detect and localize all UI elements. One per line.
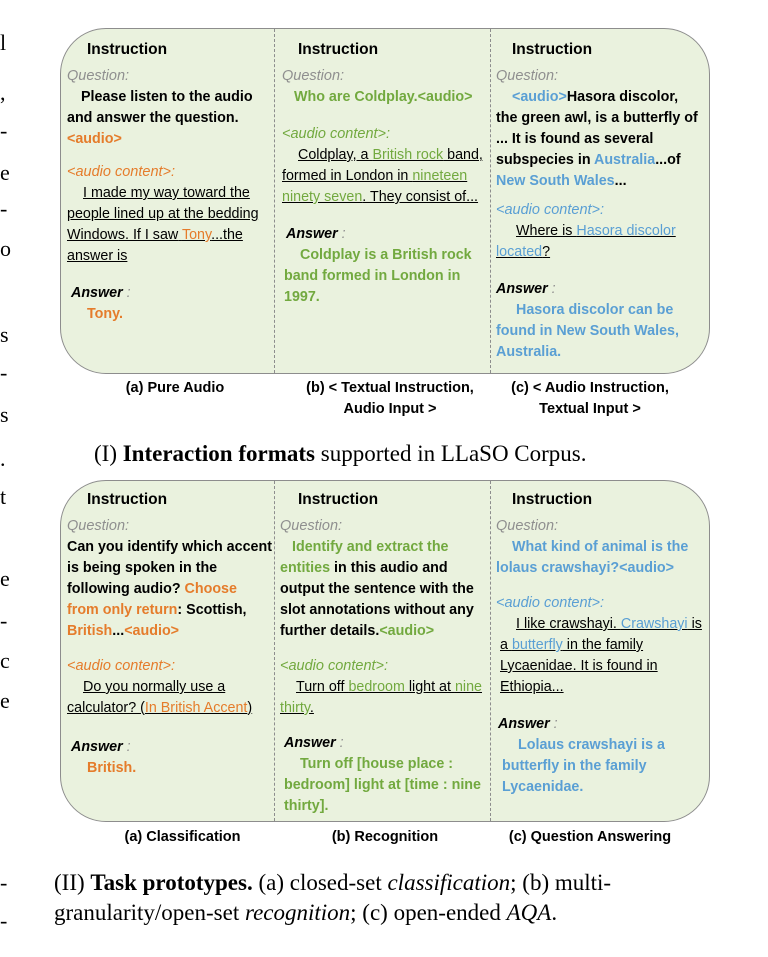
subcaption-a: (a) Classification: [124, 829, 241, 845]
audio-content-highlight: nine thirty: [280, 679, 482, 716]
caption-prefix: (II): [54, 870, 91, 895]
pure-audio-example: [67, 39, 271, 325]
question-highlight: Australia: [594, 152, 656, 168]
margin-fragment: -: [0, 870, 8, 895]
subcaption-a: (a) Pure Audio: [125, 380, 225, 396]
answer-colon: :: [341, 226, 346, 242]
caption-text: .: [551, 900, 558, 925]
question-highlight: Choose from only return: [67, 581, 237, 618]
audio-content-text: I like crawshayi.: [516, 616, 621, 632]
answer-text: Hasora discolor can be found in New South Wales, Australia.: [496, 302, 679, 360]
answer-label: Answer: [71, 739, 123, 755]
margin-fragment: c: [0, 648, 10, 673]
audio-content-text: .: [309, 700, 314, 716]
audio-content-highlight: bedroom: [348, 679, 405, 695]
subcaption-c: (c) Question Answering: [508, 829, 672, 845]
textual-instruction-audio-input-example: [282, 39, 484, 308]
audio-content-highlight: nineteen ninety seven: [282, 168, 468, 205]
audio-content-highlight: Hasora discolor located: [496, 223, 676, 260]
audio-tag: <audio>: [67, 131, 122, 147]
audio-content-highlight: butterfly: [511, 637, 563, 653]
answer-label: Answer: [286, 226, 338, 242]
question-label: Question:: [67, 68, 130, 84]
margin-fragment: t: [0, 484, 7, 509]
instruction-heading: Instruction: [512, 41, 593, 58]
answer-colon: :: [553, 716, 558, 732]
audio-content-text: I made my way toward the people lined up at the bedding Windows. If I saw: [67, 185, 259, 243]
answer-colon: :: [339, 735, 344, 751]
interaction-formats-panel: [60, 28, 710, 374]
instruction-heading: Instruction: [298, 41, 379, 58]
audio-content-label: <audio content>:: [67, 658, 176, 674]
audio-tag: <audio>: [619, 560, 674, 576]
audio-tag: <audio>: [124, 623, 180, 639]
question-text: Can you identify which accent is being spoken in the following audio?: [67, 539, 272, 597]
caption-text: (a) closed-set: [252, 870, 388, 895]
margin-fragment: l: [0, 30, 7, 55]
answer-text: Tony.: [87, 306, 124, 322]
audio-content-highlight: British rock: [372, 147, 444, 163]
question-highlight: British: [67, 623, 113, 639]
margin-fragment: ,: [0, 80, 6, 105]
audio-content-text: in the family Lycaenidae. It is found in Ethiopia...: [500, 637, 658, 695]
question-text: What kind of animal is the lolaus crawshayi?: [496, 539, 689, 576]
audio-content-label: <audio content>:: [282, 126, 391, 142]
margin-fragment: e: [0, 566, 10, 591]
answer-text: Turn off [house place : bedroom] light at [time : nine thirty].: [284, 756, 481, 814]
audio-content-label: <audio content>:: [496, 595, 605, 611]
answer-label: Answer: [498, 716, 550, 732]
audio-content-text: Turn off: [296, 679, 349, 695]
answer-text: Lolaus crawshayi is a butterfly in the family Lycaenidae.: [502, 737, 666, 795]
column-divider: [274, 29, 275, 373]
audio-content-text: band, formed in London in: [282, 147, 483, 184]
answer-colon: :: [126, 739, 131, 755]
answer-colon: :: [126, 285, 131, 301]
audio-content-text: Coldplay, a: [298, 147, 373, 163]
audio-content-highlight: Tony: [181, 227, 212, 243]
question-answering-example: [496, 489, 702, 798]
answer-label: Answer: [496, 281, 548, 297]
column-divider: [274, 481, 275, 821]
margin-fragment: -: [0, 196, 8, 221]
question-label: Question:: [496, 518, 559, 534]
audio-content-text: ...the answer is: [67, 227, 243, 264]
caption-bold: Interaction formats: [122, 441, 315, 466]
answer-colon: :: [551, 281, 556, 297]
question-text: : Scottish,: [177, 602, 247, 618]
question-text: Please listen to the audio and answer the question.: [67, 89, 253, 126]
caption-italic: recognition: [244, 900, 351, 925]
question-text: Who are Coldplay.: [294, 89, 418, 105]
answer-label: Answer: [71, 285, 123, 301]
question-label: Question:: [496, 68, 559, 84]
question-text: ...of: [655, 152, 681, 168]
subcaption-b: (b) Recognition: [331, 829, 439, 845]
margin-fragment: e: [0, 688, 10, 713]
audio-tag: <audio>: [512, 89, 567, 105]
audio-content-highlight: Crawshayi: [620, 616, 688, 632]
caption-prefix: (I): [94, 441, 123, 466]
question-highlight: Identify and extract the entities: [280, 539, 449, 576]
task-prototypes-panel: [60, 480, 710, 822]
question-text: Hasora discolor, the green awl, is a butterfly of ... It is found as several subspecies in: [496, 89, 698, 168]
caption-text: ; (b) multi-granularity/open-set: [54, 870, 612, 925]
classification-example: [67, 489, 272, 779]
instruction-heading: Instruction: [87, 491, 168, 508]
answer-text: Coldplay is a British rock band formed in London in 1997.: [284, 247, 472, 305]
caption-text: ; (c) open-ended: [350, 900, 507, 925]
question-label: Question:: [280, 518, 343, 534]
question-text: ...: [614, 173, 627, 189]
audio-tag: <audio>: [417, 89, 473, 105]
audio-content-label: <audio content>:: [280, 658, 389, 674]
caption-bold: Task prototypes.: [90, 870, 253, 895]
caption-text: supported in LLaSO Corpus.: [315, 441, 587, 466]
margin-fragment: o: [0, 236, 11, 261]
figure-caption-1: [94, 439, 734, 469]
answer-label: Answer: [284, 735, 336, 751]
margin-fragment: -: [0, 908, 8, 933]
margin-fragment: -: [0, 118, 8, 143]
question-label: Question:: [67, 518, 130, 534]
instruction-heading: Instruction: [298, 491, 379, 508]
recognition-example: [280, 489, 486, 817]
audio-instruction-textual-input-example: [496, 39, 702, 363]
audio-content-text: is a: [500, 616, 702, 653]
question-label: Question:: [282, 68, 345, 84]
audio-content-text: . They consist of...: [362, 189, 479, 205]
audio-tag: <audio>: [379, 623, 435, 639]
audio-content-text: ): [247, 700, 253, 716]
instruction-heading: Instruction: [87, 41, 168, 58]
subcaption-c: (c) < Audio Instruction, Textual Input >: [511, 380, 669, 417]
margin-fragment: -: [0, 608, 8, 633]
subcaption-b: (b) < Textual Instruction, Audio Input >: [306, 380, 474, 417]
margin-fragment: s: [0, 402, 9, 427]
margin-fragment: e: [0, 160, 10, 185]
margin-fragment: -: [0, 360, 8, 385]
audio-content-text: Do you normally use a calculator? (: [67, 679, 226, 716]
audio-content-label: <audio content>:: [496, 202, 605, 218]
column-divider: [490, 481, 491, 821]
margin-fragment: .: [0, 446, 6, 471]
audio-content-label: <audio content>:: [67, 164, 176, 180]
figure-caption-2: [54, 868, 734, 928]
answer-text: British.: [87, 760, 137, 776]
instruction-heading: Instruction: [512, 491, 593, 508]
column-divider: [490, 29, 491, 373]
question-text: ...: [112, 623, 125, 639]
margin-fragment: s: [0, 322, 9, 347]
audio-content-highlight: In British Accent: [144, 700, 248, 716]
caption-italic: AQA: [506, 900, 552, 925]
question-highlight: New South Wales: [496, 173, 615, 189]
caption-italic: classification: [387, 870, 511, 895]
audio-content-text: Where is: [516, 223, 577, 239]
question-text: in this audio and output the sentence with the slot annotations without any further details.: [280, 560, 474, 639]
audio-content-text: ?: [542, 244, 551, 260]
audio-content-text: light at: [404, 679, 455, 695]
